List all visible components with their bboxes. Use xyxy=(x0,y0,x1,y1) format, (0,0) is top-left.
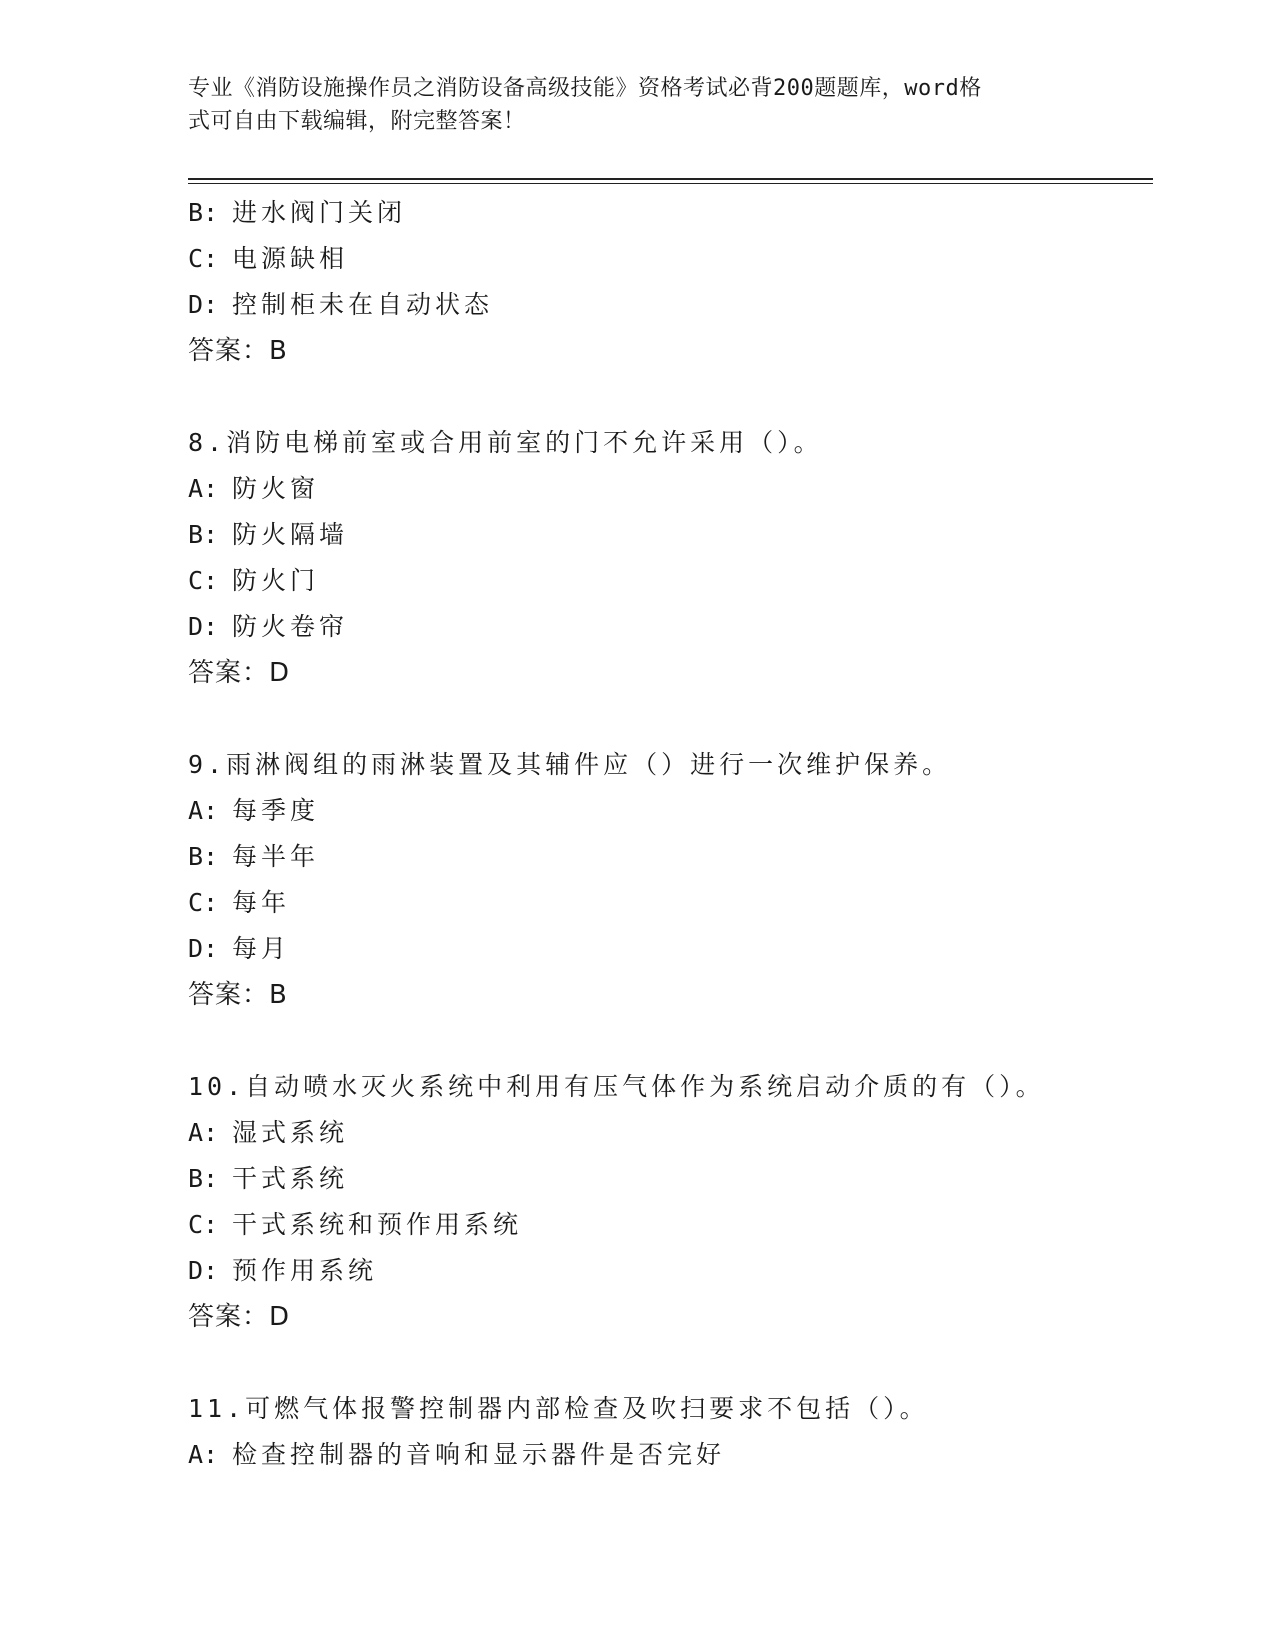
header-line-2: 式可自由下载编辑，附完整答案！ xyxy=(188,109,526,134)
question-stem: 10.自动喷水灭火系统中利用有压气体作为系统启动介质的有（）。 xyxy=(188,1072,1045,1101)
option-text: 干式系统 xyxy=(232,1164,349,1193)
option-line xyxy=(188,512,1153,558)
question-gap xyxy=(188,1340,1153,1386)
option-text: 湿式系统 xyxy=(232,1118,349,1147)
document-header xyxy=(188,72,1068,138)
option-line xyxy=(188,1202,1153,1248)
option-line xyxy=(188,788,1153,834)
option-key: A: xyxy=(188,1118,219,1147)
option-line xyxy=(188,1248,1153,1294)
option-line xyxy=(188,880,1153,926)
option-key: B: xyxy=(188,842,219,871)
option-key: A: xyxy=(188,796,219,825)
option-line xyxy=(188,1110,1153,1156)
option-line xyxy=(188,834,1153,880)
answer-line: 答案：D xyxy=(188,1302,291,1332)
option-key: B: xyxy=(188,520,219,549)
option-text: 每月 xyxy=(232,934,291,963)
question-block-9 xyxy=(188,742,1153,1018)
answer-line: 答案：D xyxy=(188,658,291,688)
option-text: 防火隔墙 xyxy=(232,520,349,549)
option-line xyxy=(188,604,1153,650)
question-list xyxy=(188,190,1153,1478)
option-text: 预作用系统 xyxy=(232,1256,378,1285)
option-line xyxy=(188,558,1153,604)
option-line xyxy=(188,1156,1153,1202)
option-key: C: xyxy=(188,1210,219,1239)
option-key: D: xyxy=(188,612,219,641)
question-gap xyxy=(188,1018,1153,1064)
header-divider xyxy=(188,178,1153,184)
question-stem: 11.可燃气体报警控制器内部检查及吹扫要求不包括（）。 xyxy=(188,1394,929,1423)
option-key: A: xyxy=(188,1440,219,1469)
option-line xyxy=(188,926,1153,972)
option-key: B: xyxy=(188,198,219,227)
question-block-partial xyxy=(188,190,1153,374)
option-key: D: xyxy=(188,1256,219,1285)
option-key: D: xyxy=(188,290,219,319)
question-block-8 xyxy=(188,420,1153,696)
option-line xyxy=(188,190,1153,236)
option-text: 进水阀门关闭 xyxy=(232,198,407,227)
option-text: 干式系统和预作用系统 xyxy=(232,1210,523,1239)
option-text: 每半年 xyxy=(232,842,320,871)
option-text: 防火窗 xyxy=(232,474,320,503)
header-line-1: 专业《消防设施操作员之消防设备高级技能》资格考试必背200题题库，word格 xyxy=(188,76,982,101)
option-line xyxy=(188,466,1153,512)
question-gap xyxy=(188,374,1153,420)
answer-line: 答案：B xyxy=(188,336,288,366)
answer-line: 答案：B xyxy=(188,980,288,1010)
option-key: C: xyxy=(188,566,219,595)
option-line xyxy=(188,236,1153,282)
question-stem: 8.消防电梯前室或合用前室的门不允许采用（）。 xyxy=(188,428,823,457)
option-key: A: xyxy=(188,474,219,503)
option-text: 控制柜未在自动状态 xyxy=(232,290,494,319)
question-stem: 9.雨淋阀组的雨淋装置及其辅件应（）进行一次维护保养。 xyxy=(188,750,952,779)
option-text: 防火门 xyxy=(232,566,320,595)
option-text: 防火卷帘 xyxy=(232,612,349,641)
question-block-10 xyxy=(188,1064,1153,1340)
option-line xyxy=(188,282,1153,328)
question-block-11 xyxy=(188,1386,1153,1478)
option-key: C: xyxy=(188,244,219,273)
option-line xyxy=(188,1432,1153,1478)
option-text: 每年 xyxy=(232,888,291,917)
option-key: B: xyxy=(188,1164,219,1193)
option-text: 电源缺相 xyxy=(232,244,349,273)
option-text: 每季度 xyxy=(232,796,320,825)
question-gap xyxy=(188,696,1153,742)
option-text: 检查控制器的音响和显示器件是否完好 xyxy=(232,1440,726,1469)
option-key: D: xyxy=(188,934,219,963)
option-key: C: xyxy=(188,888,219,917)
